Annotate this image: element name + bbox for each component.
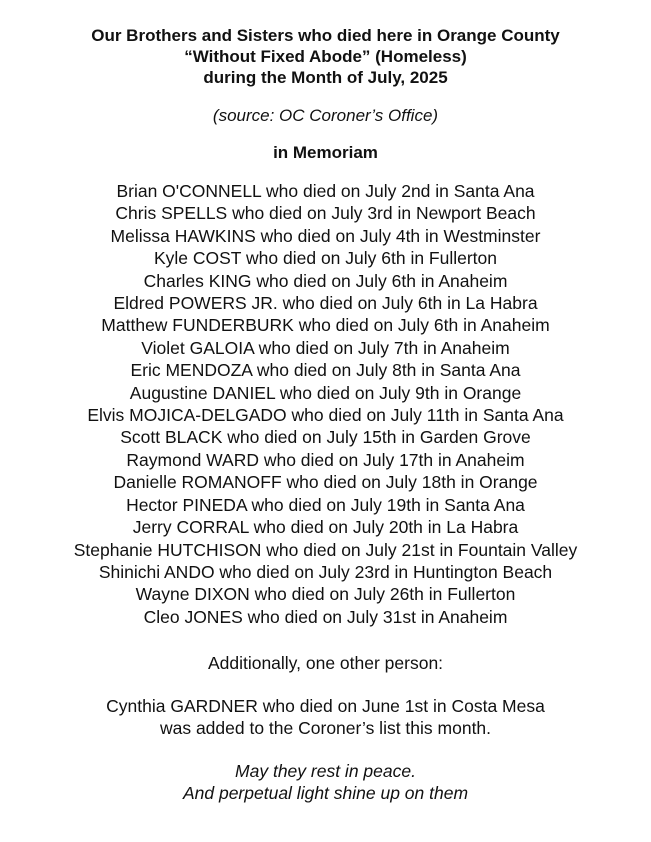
closing-line: And perpetual light shine up on them — [182, 783, 469, 803]
additional-line: was added to the Coroner’s list this month. — [159, 718, 492, 738]
source-note: (source: OC Coroner’s Office) — [212, 106, 439, 125]
list-item: Eric MENDOZA who died on July 8th in Santa Ana — [130, 360, 521, 381]
list-item: Elvis MOJICA-DELGADO who died on July 11th in Santa Ana — [87, 405, 564, 426]
list-item: Melissa HAWKINS who died on July 4th in Westminster — [110, 225, 541, 246]
additional-intro: Additionally, one other person: — [207, 653, 444, 673]
list-item: Chris SPELLS who died on July 3rd in Newport Beach — [115, 203, 536, 224]
list-item: Brian O'CONNELL who died on July 2nd in Santa Ana — [116, 181, 535, 201]
list-item: Wayne DIXON who died on July 26th in Fullerton — [135, 584, 516, 605]
additional-line: Cynthia GARDNER who died on June 1st in Costa Mesa — [106, 696, 545, 716]
list-item: Stephanie HUTCHISON who died on July 21st in Fountain Valley — [73, 539, 578, 560]
additional-entry — [0, 695, 651, 739]
closing-line: May they rest in peace. — [235, 761, 416, 781]
title-line: Our Brothers and Sisters who died here in Orange County — [91, 26, 560, 45]
closing-blessing — [0, 760, 651, 804]
list-item: Hector PINEDA who died on July 19th in Santa Ana — [126, 494, 525, 515]
memoriam-heading: in Memoriam — [273, 143, 378, 162]
list-item: Kyle COST who died on July 6th in Fullerton — [153, 248, 498, 269]
list-item: Shinichi ANDO who died on July 23rd in Huntington Beach — [98, 561, 553, 582]
list-item: Raymond WARD who died on July 17th in Anaheim — [126, 449, 525, 470]
list-item: Charles KING who died on July 6th in Anaheim — [143, 270, 508, 291]
list-item: Cleo JONES who died on July 31st in Anaheim — [143, 606, 508, 627]
list-item: Violet GALOIA who died on July 7th in Anaheim — [141, 337, 510, 358]
title-line: “Without Fixed Abode” (Homeless) — [184, 47, 467, 66]
list-item: Augustine DANIEL who died on July 9th in Orange — [129, 382, 522, 403]
page-title — [0, 25, 651, 88]
names-list — [0, 180, 651, 628]
title-line: during the Month of July, 2025 — [203, 68, 448, 87]
list-item: Jerry CORRAL who died on July 20th in La Habra — [132, 517, 519, 538]
list-item: Danielle ROMANOFF who died on July 18th in Orange — [113, 472, 538, 493]
list-item: Matthew FUNDERBURK who died on July 6th in Anaheim — [101, 315, 550, 336]
list-item: Eldred POWERS JR. who died on July 6th in La Habra — [113, 293, 538, 314]
list-item: Scott BLACK who died on July 15th in Garden Grove — [120, 427, 531, 448]
